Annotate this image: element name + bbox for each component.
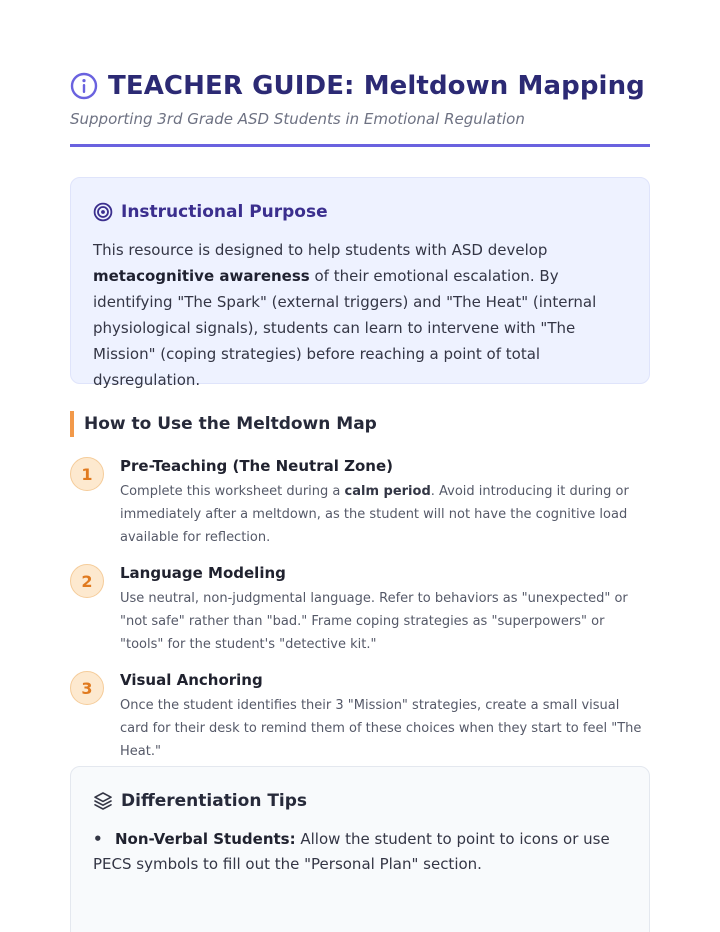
purpose-heading [93,200,627,224]
step-number-badge: 3 [70,671,104,705]
step-title: Pre-Teaching (The Neutral Zone) [120,457,393,475]
step-item-3 [70,669,650,759]
info-circle-icon [70,72,98,100]
tips-heading [93,789,627,813]
step-number-badge: 2 [70,564,104,598]
tips-title: Differentiation Tips [121,791,308,811]
purpose-text-1: This resource is designed to help students with ASD develop [93,241,548,259]
step-text-2: . Avoid introducing it during or immediately after a meltdown, as the student will not have the cognitive load available for reflection. [120,484,629,545]
section-accent-bar [70,411,74,437]
page-subtitle: Supporting 3rd Grade ASD Students in Emotional Regulation [70,110,525,128]
step-item-1 [70,455,650,551]
tip-bullet: • [93,830,103,848]
layers-icon [93,791,113,811]
purpose-text-2: of their emotional escalation. By identifying "The Spark" (external triggers) and "The Heat" (internal physiological signals), students can learn to intervene with "The Mission" (coping strategies) before reaching a point of total dysregulation. [93,267,597,389]
how-to-heading [70,411,377,437]
step-number-badge: 1 [70,457,104,491]
purpose-text-bold: metacognitive awareness [93,267,310,285]
step-text-1: Complete this worksheet during a [120,484,345,499]
tip-item [93,827,629,877]
step-body [120,694,650,763]
title-row [70,66,650,106]
page-title: TEACHER GUIDE: Meltdown Mapping [108,71,645,101]
step-title: Language Modeling [120,564,286,582]
target-icon [93,202,113,222]
step-body [120,587,650,656]
instructional-purpose-card [70,177,650,389]
purpose-body [93,237,613,393]
step-text-1: Once the student identifies their 3 "Mission" strategies, create a small visual card for their desk to remind them of these choices when they start to feel "The Heat." [120,698,642,759]
differentiation-tips-card [70,766,650,932]
step-title: Visual Anchoring [120,671,263,689]
tip-text: Allow the student to point to icons or use PECS symbols to fill out the "Personal Plan" section. [93,830,610,873]
step-text-1: Use neutral, non-judgmental language. Refer to behaviors as "unexpected" or "not safe" rather than "bad." Frame coping strategies as "superpowers" or "tools" for the student's "detective kit." [120,591,628,652]
step-body [120,480,650,549]
header-divider [70,144,650,147]
how-to-title: How to Use the Meltdown Map [84,414,377,434]
step-text-bold: calm period [344,484,431,499]
purpose-title: Instructional Purpose [121,202,328,222]
step-item-2 [70,562,650,658]
page-header [70,66,650,128]
tip-label: Non-Verbal Students: [115,830,296,848]
